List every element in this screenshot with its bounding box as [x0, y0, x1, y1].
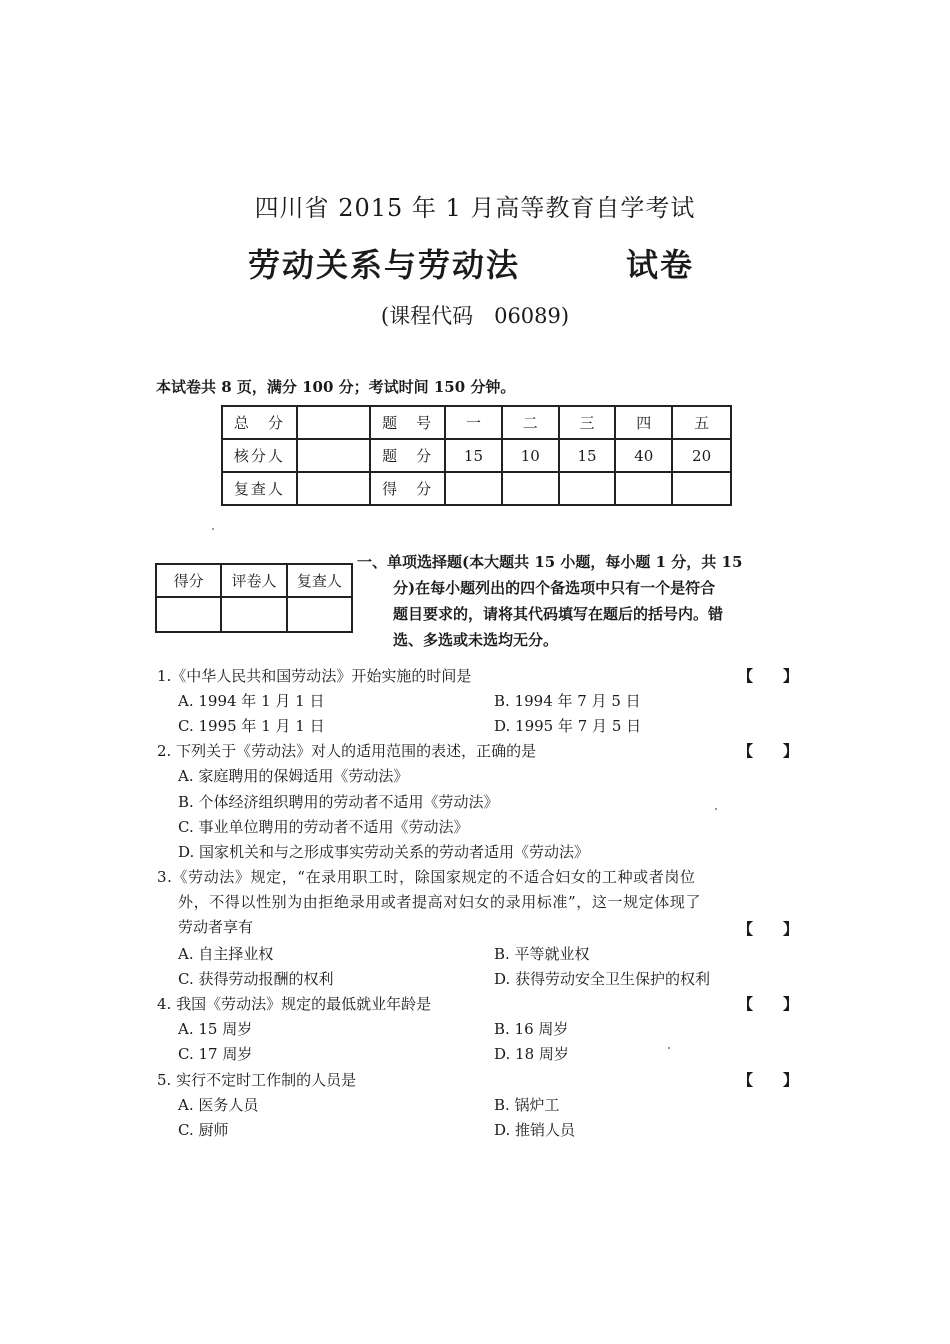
score-row-earned: [222, 472, 731, 505]
question-option: A. 1994 年 1 月 1 日: [178, 692, 325, 710]
question-option: D. 18 周岁: [494, 1045, 569, 1063]
score-cell: 得 分: [370, 472, 445, 505]
score-cell: 15: [445, 439, 502, 472]
score-cell: 题 分: [370, 439, 445, 472]
question-option: B. 平等就业权: [494, 945, 590, 963]
scan-speck: [668, 1047, 670, 1049]
section-heading-line: 一、单项选择题(本大题共 15 小题，每小题 1 分，共 15: [357, 553, 743, 571]
score-row-question-number: [222, 406, 731, 439]
score-cell: 题 号: [370, 406, 445, 439]
answer-bracket[interactable]: 【 】: [738, 742, 799, 760]
answer-bracket[interactable]: 【 】: [738, 920, 799, 938]
score-cell: 核分人: [222, 439, 297, 472]
score-cell: [297, 406, 371, 439]
score-cell: 五: [672, 406, 731, 439]
score-row-points: [222, 439, 731, 472]
score-cell: 三: [559, 406, 616, 439]
score-cell: 二: [502, 406, 559, 439]
grader-table: [155, 563, 353, 633]
score-cell: [297, 472, 371, 505]
grader-cell: 复查人: [287, 564, 352, 597]
question-stem: 1.《中华人民共和国劳动法》开始实施的时间是: [157, 667, 472, 685]
score-table: [221, 405, 732, 506]
score-cell: [559, 472, 616, 505]
score-cell: 一: [445, 406, 502, 439]
question-stem: 5. 实行不定时工作制的人员是: [157, 1071, 357, 1089]
grader-header-row: [156, 564, 352, 597]
score-cell: 四: [615, 406, 672, 439]
question-stem: 劳动者享有: [178, 918, 254, 936]
exam-intro: 本试卷共 8 页，满分 100 分；考试时间 150 分钟。: [156, 378, 516, 396]
question-option: B. 1994 年 7 月 5 日: [494, 692, 641, 710]
score-cell: 20: [672, 439, 731, 472]
question-option: D. 国家机关和与之形成事实劳动关系的劳动者适用《劳动法》: [178, 843, 590, 861]
score-cell: 10: [502, 439, 559, 472]
question-stem: 4. 我国《劳动法》规定的最低就业年龄是: [157, 995, 432, 1013]
question-option: A. 家庭聘用的保姆适用《劳动法》: [178, 767, 409, 785]
exam-title: 劳动关系与劳动法: [248, 246, 521, 284]
question-option: C. 事业单位聘用的劳动者不适用《劳动法》: [178, 818, 469, 836]
question-option: A. 自主择业权: [178, 945, 274, 963]
question-stem: 外，不得以性别为由拒绝录用或者提高对妇女的录用标准”，这一规定体现了: [178, 893, 702, 911]
question-option: D. 1995 年 7 月 5 日: [494, 717, 642, 735]
scan-speck: [715, 808, 717, 810]
section-heading-line: 选、多选或未选均无分。: [393, 631, 559, 649]
section-heading: [357, 549, 807, 653]
question-option: C. 获得劳动报酬的权利: [178, 970, 334, 988]
question-option: D. 推销人员: [494, 1121, 576, 1139]
grader-blank-row: [156, 597, 352, 632]
exam-header-line: 四川省 2015 年 1 月高等教育自学考试: [254, 194, 696, 222]
score-cell: [672, 472, 731, 505]
exam-title-suffix: 试卷: [626, 246, 695, 284]
score-cell: [297, 439, 371, 472]
question-option: A. 医务人员: [178, 1096, 259, 1114]
question-stem: 2. 下列关于《劳动法》对人的适用范围的表述，正确的是: [157, 742, 537, 760]
score-cell: 复查人: [222, 472, 297, 505]
question-stem: 3.《劳动法》规定，“在录用职工时，除国家规定的不适合妇女的工种或者岗位: [157, 868, 696, 886]
grader-cell: 得分: [156, 564, 221, 597]
question-option: C. 厨师: [178, 1121, 229, 1139]
score-cell: 40: [615, 439, 672, 472]
section-heading-line: 题目要求的，请将其代码填写在题后的括号内。错: [393, 605, 724, 623]
section-heading-line: 分)在每小题列出的四个备选项中只有一个是符合: [393, 579, 716, 597]
question-option: C. 17 周岁: [178, 1045, 253, 1063]
score-cell: [502, 472, 559, 505]
question-option: B. 个体经济组织聘用的劳动者不适用《劳动法》: [178, 793, 499, 811]
score-cell: [445, 472, 502, 505]
question-option: B. 16 周岁: [494, 1020, 569, 1038]
question-option: B. 锅炉工: [494, 1096, 560, 1114]
grader-cell: [221, 597, 286, 632]
grader-cell: [156, 597, 221, 632]
grader-cell: 评卷人: [221, 564, 286, 597]
question-option: C. 1995 年 1 月 1 日: [178, 717, 325, 735]
question-option: A. 15 周岁: [178, 1020, 253, 1038]
score-cell: [615, 472, 672, 505]
scan-speck: [212, 528, 214, 530]
answer-bracket[interactable]: 【 】: [738, 995, 799, 1013]
course-code: (课程代码 06089): [380, 304, 570, 328]
answer-bracket[interactable]: 【 】: [738, 1071, 799, 1089]
question-option: D. 获得劳动安全卫生保护的权利: [494, 970, 711, 988]
score-cell: 15: [559, 439, 616, 472]
score-cell: 总 分: [222, 406, 297, 439]
answer-bracket[interactable]: 【 】: [738, 667, 799, 685]
grader-cell: [287, 597, 352, 632]
